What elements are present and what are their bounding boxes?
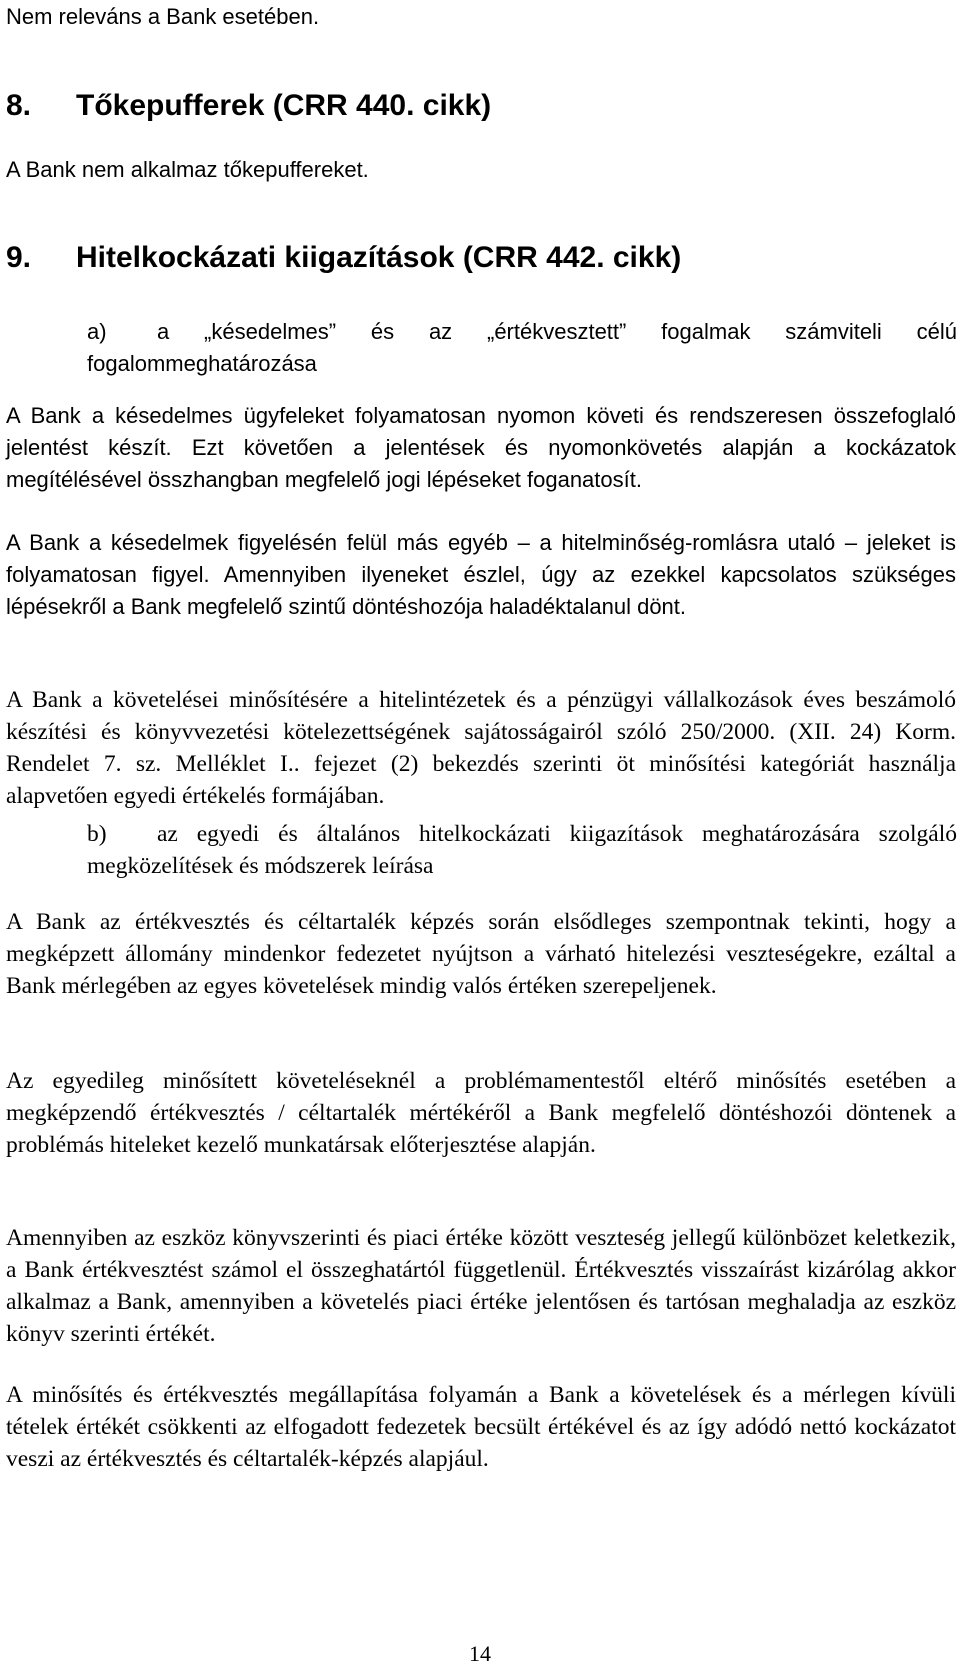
section-9-heading (6, 240, 681, 276)
subsection-b-text: az egyedi és általános hitelkockázati kiigazítások meghatározására szolgáló megközelítések és módszerek leírása (87, 821, 957, 879)
section-8-text: A Bank nem alkalmaz tőkepuffereket. (6, 157, 369, 182)
subsection-a-text: a „késedelmes” és az „értékvesztett” fogalmak számviteli célú fogalommeghatározása (87, 319, 957, 376)
subsection-b-label: b) (87, 821, 107, 847)
intro-line: Nem releváns a Bank esetében. (6, 4, 320, 29)
paragraph-5: Az egyedileg minősített követeléseknél a problémamentestől eltérő minősítés esetében a megképzendő értékvesztés / céltartalék mértékéről a Bank megfelelő döntéshozói döntenek a problémás hiteleket kezelő munkatársak előterjesztése alapján. (6, 1068, 956, 1158)
section-8-heading (6, 88, 491, 124)
subsection-a-label: a) (87, 319, 107, 344)
paragraph-4: A Bank az értékvesztés és céltartalék képzés során elsődleges szempontnak tekinti, hogy a megképzett állomány mindenkor fedezetet nyújtson a várható hitelezési veszteségekre, ezáltal a Bank mérlegében az egyes követelések mindig valós értéken szerepeljenek. (6, 909, 956, 999)
paragraph-2: A Bank a késedelmek figyelésén felül más egyéb – a hitelminőség-romlásra utaló – jeleket is folyamatosan figyel. Amennyiben ilyeneket észlel, úgy az ezekkel kapcsolatos szükséges lépésekről a Bank megfelelő szintű döntéshozója haladéktalanul dönt. (6, 530, 956, 619)
paragraph-1: A Bank a késedelmes ügyfeleket folyamatosan nyomon követi és rendszeresen összefoglaló jelentést készít. Ezt követően a jelentések és nyomonkövetés alapján a kockázatok megítélésével összhangban megfelelő jogi lépéseket foganatosít. (6, 403, 956, 492)
subsection-a (87, 316, 957, 380)
paragraph-7: A minősítés és értékvesztés megállapítása folyamán a Bank a követelések és a mérlegen kívüli tételek értékét csökkenti az elfogadott fedezetek becsült értékével és az így adódó nettó kockázatot veszi az értékvesztés és céltartalék-képzés alapjául. (6, 1382, 956, 1472)
section-8-title: Tőkepufferek (CRR 440. cikk) (76, 89, 492, 122)
paragraph-3: A Bank a követelései minősítésére a hitelintézetek és a pénzügyi vállalkozások éves beszámoló készítési és könyvvezetési kötelezettségének sajátosságairól szóló 250/2000. (XII. 24) Korm. Rendelet 7. sz. Melléklet I.. fejezet (2) bekezdés szerinti öt minősítési kategóriát használja alapvetően egyedi értékelés formájában. (6, 687, 956, 809)
section-9-number: 9. (6, 241, 32, 274)
section-9-title: Hitelkockázati kiigazítások (CRR 442. cikk) (76, 241, 682, 274)
section-8-number: 8. (6, 89, 32, 122)
subsection-b (87, 818, 957, 882)
page-number: 14 (469, 1641, 491, 1666)
paragraph-6: Amennyiben az eszköz könyvszerinti és piaci értéke között veszteség jellegű különbözet keletkezik, a Bank értékvesztést számol el összeghatártól függetlenül. Értékvesztés visszaírást kizárólag akkor alkalmaz a Bank, amennyiben a követelés piaci értéke jelentősen és tartósan meghaladja az eszköz könyv szerinti értékét. (6, 1225, 956, 1347)
